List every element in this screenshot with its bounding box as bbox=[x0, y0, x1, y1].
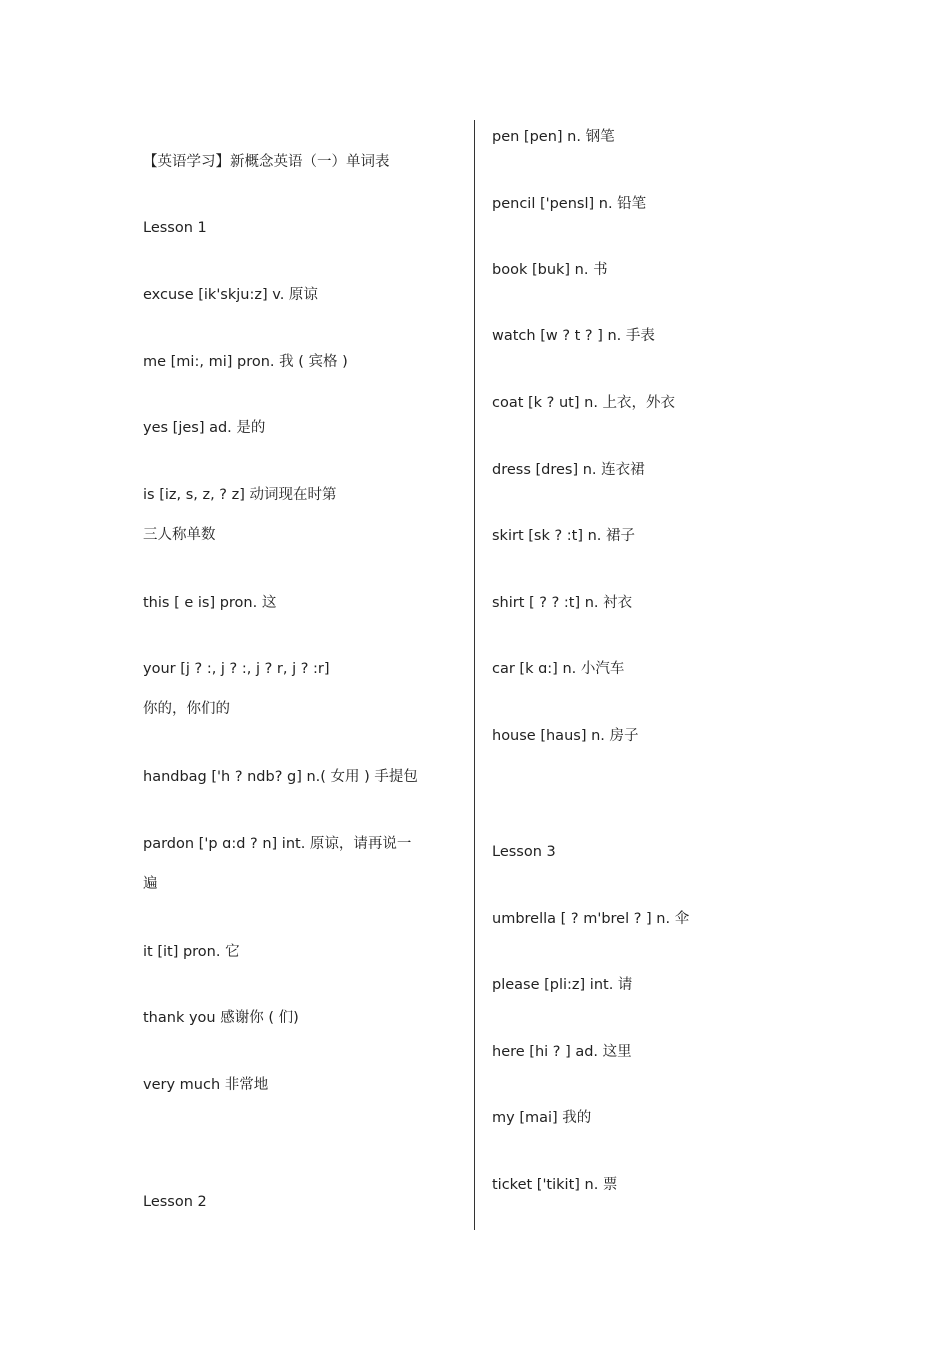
vocab-entry: this [ e is] pron. 这 bbox=[143, 595, 277, 611]
vocab-entry: car [k ɑ:] n. 小汽车 bbox=[492, 661, 625, 677]
vocab-entry-continuation: 遍 bbox=[143, 876, 158, 892]
vocab-entry: book [buk] n. 书 bbox=[492, 262, 608, 278]
vocab-entry: excuse [ik'skju:z] v. 原谅 bbox=[143, 287, 318, 303]
vocab-entry: house [haus] n. 房子 bbox=[492, 728, 639, 744]
vocab-entry: shirt [ ? ? :t] n. 衬衣 bbox=[492, 595, 633, 611]
vocab-entry: yes [jes] ad. 是的 bbox=[143, 420, 266, 436]
vocab-entry: your [j ? :, j ? :, j ? r, j ? :r] bbox=[143, 661, 330, 677]
vocab-entry: pencil ['pensl] n. 铅笔 bbox=[492, 196, 647, 212]
vocab-entry: here [hi ? ] ad. 这里 bbox=[492, 1044, 632, 1060]
lesson-heading: Lesson 1 bbox=[143, 220, 207, 236]
vocab-entry: ticket ['tikit] n. 票 bbox=[492, 1177, 618, 1193]
lesson-heading: Lesson 3 bbox=[492, 844, 556, 860]
vocab-entry: me [mi:, mi] pron. 我 ( 宾格 ) bbox=[143, 354, 348, 370]
vocab-entry: dress [dres] n. 连衣裙 bbox=[492, 462, 645, 478]
vocab-entry: pardon ['p ɑ:d ? n] int. 原谅，请再说一 bbox=[143, 836, 412, 852]
vocab-entry: watch [w ? t ? ] n. 手表 bbox=[492, 328, 655, 344]
vocab-entry: very much 非常地 bbox=[143, 1077, 269, 1093]
document-title: 【英语学习】新概念英语（一）单词表 bbox=[143, 154, 390, 170]
vocab-entry: umbrella [ ? m'brel ? ] n. 伞 bbox=[492, 911, 690, 927]
vocab-entry-continuation: 你的，你们的 bbox=[143, 701, 230, 717]
vocab-entry: it [it] pron. 它 bbox=[143, 944, 240, 960]
vocab-entry-continuation: 三人称单数 bbox=[143, 527, 216, 543]
column-divider bbox=[474, 120, 475, 1230]
vocab-entry: please [pli:z] int. 请 bbox=[492, 977, 633, 993]
lesson-heading: Lesson 2 bbox=[143, 1194, 207, 1210]
vocab-entry: thank you 感谢你 ( 们) bbox=[143, 1010, 299, 1026]
vocab-entry: my [mai] 我的 bbox=[492, 1110, 592, 1126]
vocab-entry: handbag ['h ? ndb? g] n.( 女用 ) 手提包 bbox=[143, 769, 418, 785]
vocab-entry: skirt [sk ? :t] n. 裙子 bbox=[492, 528, 636, 544]
vocab-entry: pen [pen] n. 钢笔 bbox=[492, 129, 615, 145]
vocab-entry: is [iz, s, z, ? z] 动词现在时第 bbox=[143, 487, 337, 503]
vocab-entry: coat [k ? ut] n. 上衣，外衣 bbox=[492, 395, 676, 411]
